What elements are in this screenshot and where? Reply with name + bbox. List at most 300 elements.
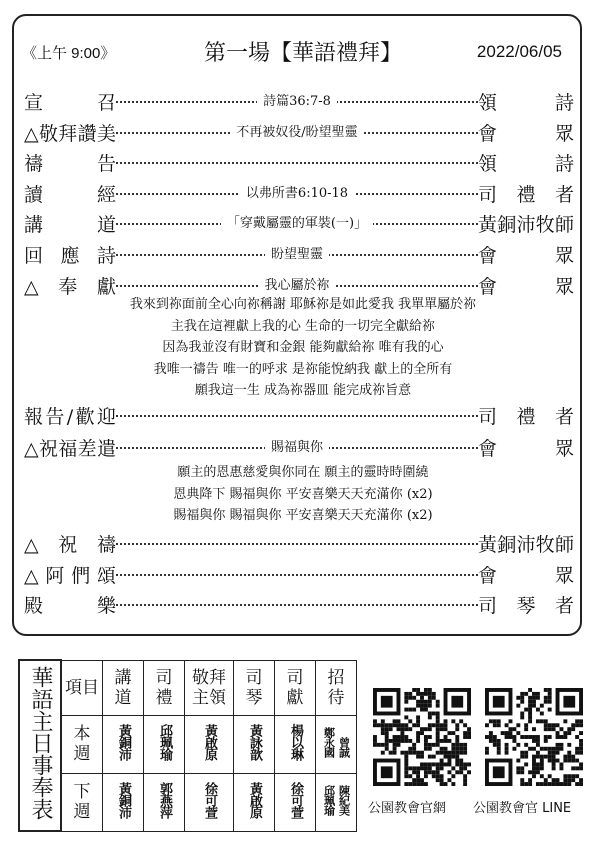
qr-module (459, 719, 463, 723)
qr-module (408, 739, 412, 743)
qr-module (532, 766, 536, 770)
qr-module (455, 762, 459, 766)
qr-module (536, 696, 540, 700)
website-qr-code[interactable] (372, 688, 472, 786)
qr-module (451, 731, 455, 735)
qr-module (544, 778, 548, 782)
qr-module (548, 774, 552, 778)
qr-module (571, 759, 575, 763)
qr-module (556, 731, 560, 735)
qr-module (505, 747, 509, 751)
qr-module (548, 782, 552, 786)
qr-module (575, 719, 579, 723)
qr-module (451, 747, 455, 751)
qr-module (393, 751, 397, 755)
order-row (24, 210, 574, 236)
order-person: 黃銅沛牧師 (478, 534, 574, 556)
qr-module (424, 766, 428, 770)
order-person: 司琴者 (478, 595, 574, 618)
qr-module (536, 719, 540, 723)
qr-module (416, 755, 420, 759)
qr-module (459, 766, 463, 770)
header-cell: 敬拜主領 (185, 660, 234, 715)
qr-module (536, 751, 540, 755)
qr-module (393, 743, 397, 747)
qr-module (412, 778, 416, 782)
qr-module (420, 778, 424, 782)
qr-module (447, 731, 451, 735)
lyric-line: 賜福與你 賜福與你 平安喜樂天天充滿你 (x2) (173, 508, 433, 523)
qr-module (420, 731, 424, 735)
qr-module (416, 704, 420, 708)
qr-module (559, 727, 563, 731)
qr-module (385, 723, 389, 727)
order-person: 會眾 (478, 245, 574, 267)
qr-module (536, 770, 540, 774)
order-role: △阿們頌 (24, 564, 116, 587)
qr-module (536, 735, 540, 739)
qr-module (563, 778, 567, 782)
qr-module (489, 735, 493, 739)
qr-module (571, 766, 575, 770)
qr-module (520, 770, 524, 774)
qr-module (536, 755, 540, 759)
order-row (24, 149, 574, 175)
order-item-text: 「穿戴屬靈的軍裝(一)」 (221, 216, 373, 231)
order-row (24, 119, 574, 145)
qr-module (455, 751, 459, 755)
qr-module (416, 735, 420, 739)
qr-module (497, 739, 501, 743)
qr-module (556, 751, 560, 755)
qr-module (377, 723, 381, 727)
qr-module (400, 739, 404, 743)
qr-module (389, 727, 393, 731)
qr-module (552, 727, 556, 731)
qr-finder (493, 766, 505, 778)
qr-module (444, 735, 448, 739)
schedule-cell: 黃啟原 (234, 773, 275, 831)
qr-module (489, 719, 493, 723)
qr-module (424, 708, 428, 712)
header-cell: 講道 (103, 660, 144, 715)
order-item (116, 274, 478, 293)
qr-module (404, 696, 408, 700)
qr-module (532, 774, 536, 778)
qr-module (416, 731, 420, 735)
order-person: 黃銅沛牧師 (478, 214, 574, 237)
qr-module (428, 727, 432, 731)
qr-module (579, 747, 583, 751)
qr-module (400, 751, 404, 755)
qr-module (447, 759, 451, 763)
qr-module (428, 715, 432, 719)
qr-module (455, 723, 459, 727)
order-role: △奉獻 (24, 275, 116, 298)
qr-module (436, 731, 440, 735)
qr-module (393, 735, 397, 739)
qr-module (440, 727, 444, 731)
lyric-line: 主我在這裡獻上我的心 生命的一切完全獻給祢 (170, 318, 436, 334)
qr-module (497, 723, 501, 727)
qr-module (516, 696, 520, 700)
qr-module (436, 727, 440, 731)
qr-module (559, 747, 563, 751)
qr-module (432, 774, 436, 778)
order-role: 禱告 (24, 153, 116, 176)
qr-module (459, 743, 463, 747)
qr-module (408, 751, 412, 755)
qr-module (451, 719, 455, 723)
qr-module (548, 727, 552, 731)
qr-module (428, 770, 432, 774)
qr-module (532, 762, 536, 766)
qr-module (451, 743, 455, 747)
next-week-label: 下週 (61, 773, 103, 831)
qr-module (463, 751, 467, 755)
qr-module (571, 723, 575, 727)
qr-module (428, 735, 432, 739)
qr-module (463, 762, 467, 766)
qr-module (516, 743, 520, 747)
qr-module (552, 751, 556, 755)
qr-module (532, 727, 536, 731)
qr-module (432, 762, 436, 766)
blessing-lyrics (0, 462, 606, 527)
qr-module (516, 766, 520, 770)
qr-module (432, 723, 436, 727)
qr-module (393, 723, 397, 727)
qr-module (436, 766, 440, 770)
qr-module (552, 778, 556, 782)
qr-module (463, 735, 467, 739)
qr-module (451, 755, 455, 759)
qr-module (528, 715, 532, 719)
qr-module (432, 770, 436, 774)
qr-module (420, 766, 424, 770)
qr-module (556, 782, 560, 786)
qr-module (571, 727, 575, 731)
qr-module (540, 704, 544, 708)
qr-module (463, 723, 467, 727)
qr-module (404, 700, 408, 704)
qr-module (447, 762, 451, 766)
schedule-cell: 黃詠歆 (234, 715, 275, 773)
qr-module (516, 731, 520, 735)
qr-module (428, 700, 432, 704)
qr-module (556, 735, 560, 739)
qr-module (567, 774, 571, 778)
qr-module (412, 770, 416, 774)
qr-module (544, 696, 548, 700)
qr-module (540, 755, 544, 759)
qr-module (524, 692, 528, 696)
qr-module (524, 727, 528, 731)
qr-module (416, 700, 420, 704)
qr-module (400, 727, 404, 731)
qr-module (567, 743, 571, 747)
order-person: 會眾 (478, 122, 574, 145)
qr-module (444, 739, 448, 743)
qr-module (420, 692, 424, 696)
qr-module (428, 762, 432, 766)
qr-module (424, 762, 428, 766)
qr-module (485, 735, 489, 739)
qr-module (432, 692, 436, 696)
qr-module (377, 743, 381, 747)
qr-module (428, 692, 432, 696)
qr-module (408, 766, 412, 770)
qr-module (493, 723, 497, 727)
order-row (24, 241, 574, 267)
qr-module (520, 715, 524, 719)
qr-module (579, 766, 583, 770)
order-row (24, 434, 574, 460)
qr-module (489, 739, 493, 743)
qr-module (552, 782, 556, 786)
qr-module (408, 782, 412, 786)
qr-module (381, 719, 385, 723)
qr-module (436, 774, 440, 778)
qr-module (559, 782, 563, 786)
qr-module (404, 735, 408, 739)
qr-module (463, 782, 467, 786)
qr-module (436, 719, 440, 723)
header-cell: 項目 (61, 660, 103, 715)
qr-module (559, 743, 563, 747)
lyric-line: 願我這一生 成為祢器皿 能完成祢旨意 (194, 383, 412, 398)
qr-module (436, 704, 440, 708)
qr-module (397, 719, 401, 723)
qr-module (532, 704, 536, 708)
qr-module (528, 770, 532, 774)
qr-module (571, 778, 575, 782)
order-person: 司禮者 (478, 183, 574, 206)
qr-module (524, 708, 528, 712)
qr-module (373, 739, 377, 743)
qr-module (524, 782, 528, 786)
qr-module (408, 727, 412, 731)
qr-module (512, 727, 516, 731)
qr-module (544, 782, 548, 786)
qr-module (424, 700, 428, 704)
qr-module (548, 708, 552, 712)
qr-module (540, 766, 544, 770)
qr-module (385, 731, 389, 735)
qr-module (393, 719, 397, 723)
qr-module (520, 696, 524, 700)
qr-module (463, 743, 467, 747)
qr-module (509, 731, 513, 735)
qr-finder (493, 696, 505, 708)
qr-module (416, 766, 420, 770)
qr-module (444, 762, 448, 766)
qr-module (563, 719, 567, 723)
qr-module (528, 778, 532, 782)
qr-module (416, 715, 420, 719)
qr-module (520, 735, 524, 739)
qr-module (520, 712, 524, 716)
offering-lyrics (0, 294, 606, 402)
qr-module (497, 751, 501, 755)
qr-module (428, 755, 432, 759)
qr-module (412, 708, 416, 712)
leader-dots (116, 543, 478, 545)
qr-module (493, 743, 497, 747)
qr-module (552, 723, 556, 727)
qr-finder (381, 766, 393, 778)
lyric-line: 我唯一禱告 唯一的呼求 是祢能悅納我 獻上的全所有 (153, 361, 453, 377)
qr-module (440, 759, 444, 763)
qr-module (485, 751, 489, 755)
qr-module (428, 723, 432, 727)
qr-module (424, 782, 428, 786)
order-role: 殿樂 (24, 595, 116, 618)
qr-module (408, 719, 412, 723)
qr-module (420, 696, 424, 700)
qr-module (520, 778, 524, 782)
qr-module (424, 704, 428, 708)
qr-module (563, 759, 567, 763)
qr-module (540, 759, 544, 763)
qr-module (444, 782, 448, 786)
schedule-cell: 黃啟原 (185, 715, 234, 773)
qr-module (548, 696, 552, 700)
order-item (116, 182, 478, 201)
qr-module (424, 688, 428, 692)
qr-module (455, 727, 459, 731)
qr-module (455, 743, 459, 747)
qr-module (428, 688, 432, 692)
qr-module (520, 751, 524, 755)
qr-module (520, 755, 524, 759)
order-item (116, 243, 478, 262)
qr-module (420, 751, 424, 755)
qr-module (528, 708, 532, 712)
order-item (116, 90, 478, 109)
qr-module (408, 692, 412, 696)
qr-module (505, 735, 509, 739)
qr-module (579, 743, 583, 747)
qr-module (416, 751, 420, 755)
order-person: 領詩 (478, 92, 574, 114)
qr-module (404, 708, 408, 712)
qr-module (404, 774, 408, 778)
qr-module (544, 719, 548, 723)
qr-module (528, 747, 532, 751)
qr-module (579, 751, 583, 755)
qr-module (485, 747, 489, 751)
order-person: 會眾 (478, 564, 574, 587)
qr-module (404, 766, 408, 770)
qr-module (408, 747, 412, 751)
qr-module (548, 755, 552, 759)
qr-module (447, 751, 451, 755)
qr-module (412, 747, 416, 751)
qr-module (436, 712, 440, 716)
qr-module (532, 692, 536, 696)
qr-module (397, 739, 401, 743)
qr-module (440, 747, 444, 751)
qr-module (397, 735, 401, 739)
qr-module (436, 700, 440, 704)
order-item-text: 我心屬於祢 (258, 278, 335, 293)
order-row (24, 530, 574, 556)
lyric-line: 願主的恩惠慈愛與你同在 願主的靈時時圍繞 (177, 465, 429, 480)
qr-module (404, 727, 408, 731)
header-cell: 司獻 (275, 660, 316, 715)
qr-module (412, 688, 416, 692)
qr-module (552, 755, 556, 759)
qr-module (381, 743, 385, 747)
qr-module (428, 766, 432, 770)
schedule-cell: 黃銅沛 (103, 773, 144, 831)
qr-module (575, 782, 579, 786)
qr-module (385, 747, 389, 751)
qr-module (393, 747, 397, 751)
header-cell: 司禮 (144, 660, 185, 715)
qr-module (440, 751, 444, 755)
qr-module (556, 778, 560, 782)
qr-module (420, 755, 424, 759)
qr-module (420, 700, 424, 704)
schedule-cell: 邱珮瑜 (144, 715, 185, 773)
qr-module (563, 755, 567, 759)
line-qr-code[interactable] (484, 688, 584, 786)
qr-module (424, 747, 428, 751)
qr-module (567, 727, 571, 731)
qr-module (432, 755, 436, 759)
qr-module (552, 766, 556, 770)
qr-module (451, 766, 455, 770)
qr-module (440, 766, 444, 770)
qr-module (505, 723, 509, 727)
qr-module (575, 735, 579, 739)
line-qr-caption: 公園教會官 LINE (473, 801, 572, 816)
qr-module (505, 743, 509, 747)
qr-module (556, 743, 560, 747)
qr-module (381, 751, 385, 755)
qr-module (579, 731, 583, 735)
qr-module (428, 712, 432, 716)
qr-module (463, 774, 467, 778)
qr-module (575, 723, 579, 727)
qr-module (412, 751, 416, 755)
qr-module (579, 782, 583, 786)
qr-module (540, 762, 544, 766)
qr-module (485, 723, 489, 727)
qr-module (567, 731, 571, 735)
qr-module (516, 704, 520, 708)
order-item-text: 不再被奴役/盼望聖靈 (230, 125, 363, 140)
this-week-label: 本週 (61, 715, 103, 773)
order-item-text: 盼望聖靈 (265, 247, 329, 262)
lyric-line: 因為我並沒有財寶和金銀 能夠獻給祢 唯有我的心 (162, 340, 444, 355)
qr-module (579, 723, 583, 727)
qr-module (544, 735, 548, 739)
schedule-cell: 郭燕萍 (144, 773, 185, 831)
qr-module (548, 747, 552, 751)
qr-module (463, 731, 467, 735)
header-cell: 招待 (316, 660, 357, 715)
qr-module (420, 708, 424, 712)
qr-module (385, 739, 389, 743)
qr-module (524, 751, 528, 755)
qr-module (548, 735, 552, 739)
qr-module (575, 751, 579, 755)
qr-module (548, 700, 552, 704)
qr-module (520, 700, 524, 704)
